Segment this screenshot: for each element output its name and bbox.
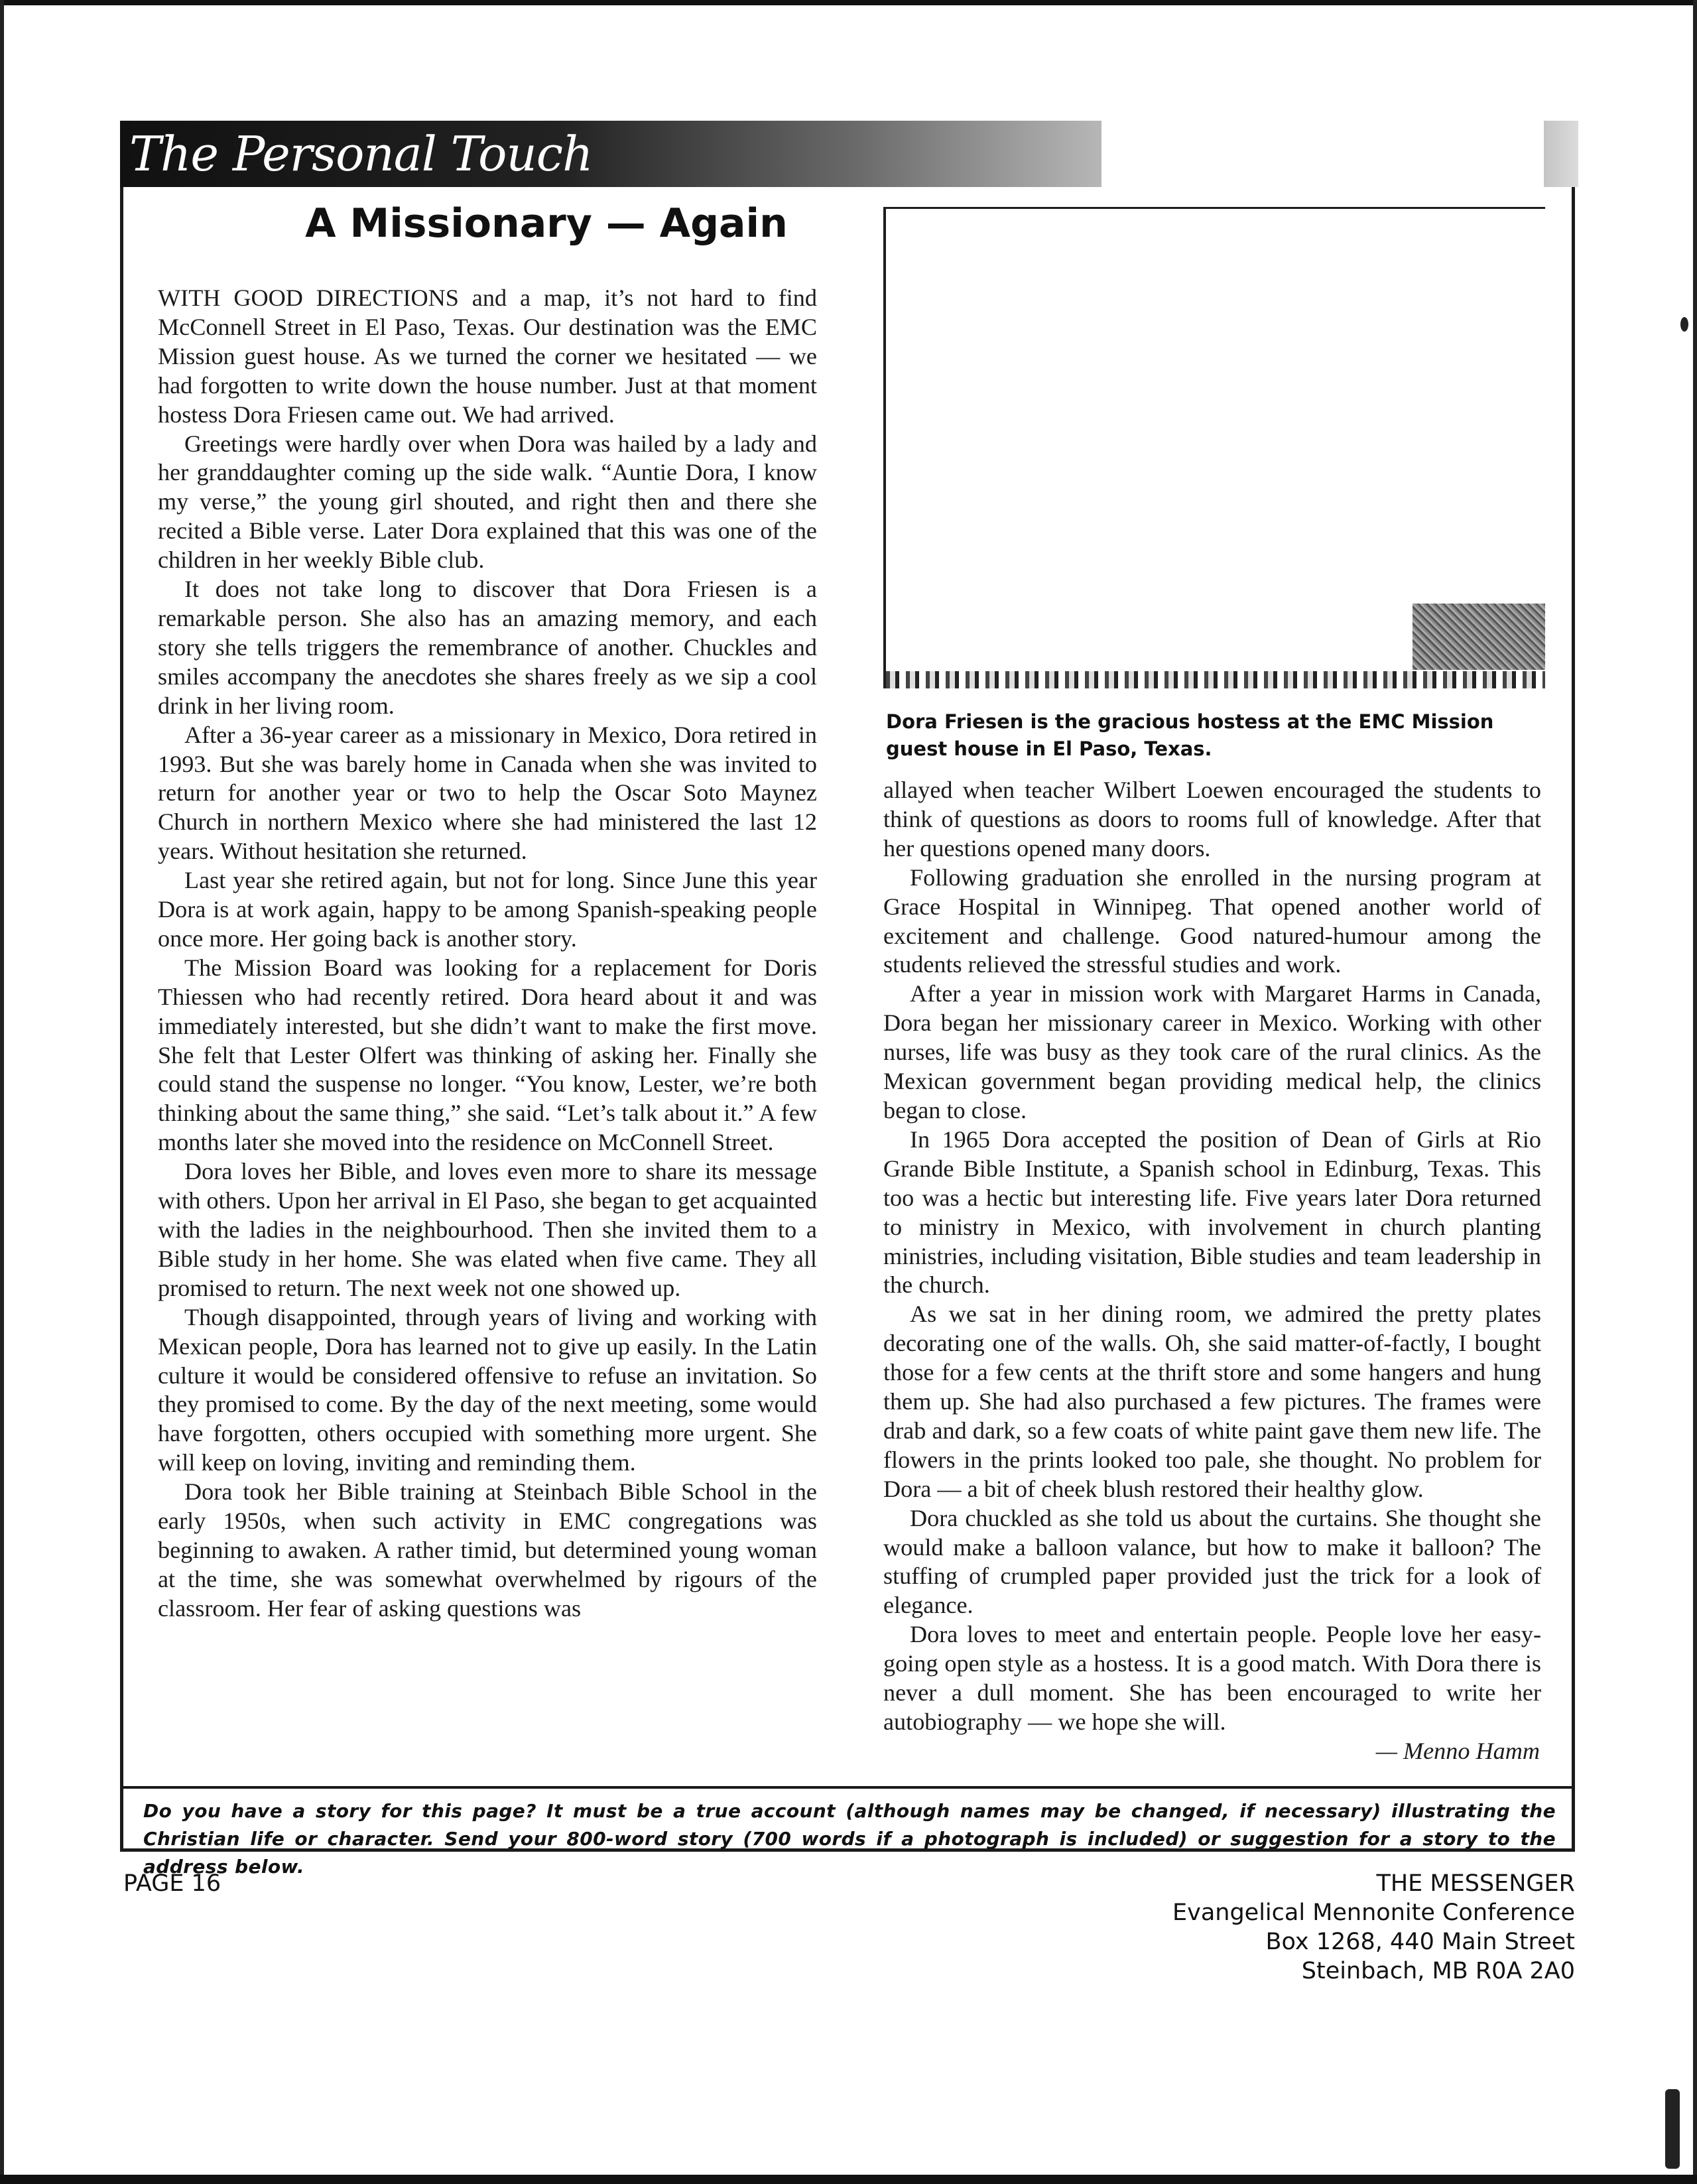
- publisher-address: [1172, 1869, 1575, 1986]
- article-column-left: [158, 284, 817, 1624]
- photo-caption: Dora Friesen is the gracious hostess at the EMC Mission guest house in El Paso, Texas.: [886, 710, 1494, 760]
- photo-bottom-strip: [886, 671, 1545, 688]
- section-title: The Personal Touch: [129, 126, 593, 182]
- organization-name: Evangelical Mennonite Conference: [1172, 1899, 1575, 1926]
- scan-speck: [1665, 2089, 1680, 2169]
- paragraph: In 1965 Dora accepted the position of Dean of Girls at Rio Grande Bible Institute, a Spanish school in Edinburg, Texas. This too was a hectic but interesting life. Five years later Dora returned to ministry in Mexico, with involvement in church planting ministries, including visitation, Bible studies and team leadership in the church.: [883, 1125, 1541, 1299]
- paragraph: Dora chuckled as she told us about the curtains. She thought she would make a balloon valance, but how to make it balloon? The stuffing of crumpled paper provided just the trick for a look of elegance.: [883, 1504, 1541, 1619]
- paragraph: After a 36-year career as a missionary in Mexico, Dora retired in 1993. But she was barely home in Canada when she was invited to return for another year or two to help the Oscar Soto Maynez Church in northern Mexico where she had ministered the last 12 years. Without hesitation she returned.: [158, 721, 817, 865]
- banner-fade-strip: [1544, 121, 1578, 187]
- page-number: PAGE 16: [123, 1870, 221, 1897]
- paragraph: The Mission Board was looking for a replacement for Doris Thiessen who had recently retired. Dora heard about it and was immediately interested, but she didn’t want to make the first move. She felt that Lester Olfert was thinking of asking her. Finally she could stand the suspense no longer. “You know, Lester, we’re both thinking about the same thing,” she said. “Let’s talk about it.” A few months later she moved into the residence on McConnell Street.: [158, 954, 817, 1156]
- paragraph: Greetings were hardly over when Dora was hailed by a lady and her granddaughter coming up the side walk. “Auntie Dora, I know my verse,” the young girl shouted, and right then and there she recited a Bible verse. Later Dora explained that this was one of the children in her weekly Bible club.: [158, 430, 817, 574]
- paragraph: It does not take long to discover that Dora Friesen is a remarkable person. She also has an amazing memory, and each story she tells triggers the remembrance of another. Chuckles and smiles accompany the anecdotes she shares freely as we sip a cool drink in her living room.: [158, 576, 817, 719]
- scan-border-top: [0, 0, 1697, 5]
- scan-border-left: [0, 0, 4, 2184]
- paragraph: allayed when teacher Wilbert Loewen encouraged the students to think of questions as doors to rooms full of knowledge. After that her questions opened many doors.: [883, 777, 1541, 862]
- scan-speck: [1680, 317, 1688, 332]
- paragraph: Dora loves to meet and entertain people. People love her easy-going open style as a hostess. It is a good match. With Dora there is never a dull moment. She has been encouraged to write her autobiography — we hope she will.: [883, 1621, 1541, 1735]
- submission-notice: Do you have a story for this page? It must be a true account (although names may be changed, if necessary) illustrating the Christian life or character. Send your 800-word story (700 words if a photograph is included) or suggestion for a story to the address below.: [143, 1800, 1556, 1878]
- paragraph: Though disappointed, through years of living and working with Mexican people, Dora has learned not to give up easily. In the Latin culture it would be considered offensive to refuse an invitation. So they promised to come. By the day of the next meeting, some would have forgotten, others occupied with something more urgent. She will keep on loving, inviting and reminding them.: [158, 1303, 817, 1476]
- photo-edge-gap: [1105, 207, 1545, 213]
- article-photo: [883, 207, 1545, 688]
- article-headline: A Missionary — Again: [305, 200, 788, 247]
- city-address: Steinbach, MB R0A 2A0: [1301, 1958, 1575, 1984]
- paragraph: WITH GOOD DIRECTIONS and a map, it’s not hard to find McConnell Street in El Paso, Texas. Our destination was the EMC Mission guest house. As we turned the corner we hesitated — we had forgotten to write down the house number. Just at that moment hostess Dora Friesen came out. We had arrived.: [158, 285, 817, 428]
- paragraph: Following graduation she enrolled in the nursing program at Grace Hospital in Winnipeg. That opened another world of excitement and challenge. Good natured-humour among the students relieved the stressful studies and work.: [883, 864, 1541, 978]
- paragraph: Dora took her Bible training at Steinbach Bible School in the early 1950s, when such activity in EMC congregations was beginning to awaken. A rather timid, but determined young woman at the time, she was somewhat overwhelmed by rigours of the classroom. Her fear of asking questions was: [158, 1478, 817, 1622]
- paragraph: As we sat in her dining room, we admired the pretty plates decorating one of the walls. Oh, she said matter-of-factly, I bought those for a few cents at the thrift store and some hangers and hung them up. She had also purchased a few pictures. The frames were drab and dark, so a few coats of white paint gave them new life. The flowers in the prints looked too pale, she thought. No problem for Dora — a bit of cheek blush restored their healthy glow.: [883, 1301, 1541, 1502]
- paragraph: Dora loves her Bible, and loves even more to share its message with others. Upon her arrival in El Paso, she began to get acquainted with the ladies in the neighbourhood. Then she invited them to a Bible study in her home. She was elated when five came. They all promised to return. The next week not one showed up.: [158, 1158, 817, 1301]
- publication-name: THE MESSENGER: [1376, 1870, 1575, 1897]
- scan-border-right: [1693, 0, 1697, 2184]
- article-column-right: [883, 776, 1541, 1766]
- street-address: Box 1268, 440 Main Street: [1265, 1929, 1575, 1955]
- scan-border-bottom: [0, 2175, 1697, 2184]
- photo-texture-corner: [1413, 604, 1545, 670]
- author-byline: — Menno Hamm: [1375, 1737, 1540, 1764]
- paragraph: After a year in mission work with Margaret Harms in Canada, Dora began her missionary career in Mexico. Working with other nurses, life was busy as they took care of the rural clinics. As the Mexican government began providing medical help, the clinics began to close.: [883, 980, 1541, 1124]
- paragraph: Last year she retired again, but not for long. Since June this year Dora is at work again, happy to be among Spanish-speaking people once more. Her going back is another story.: [158, 867, 817, 952]
- section-banner: [120, 121, 1101, 187]
- notice-divider: [120, 1786, 1575, 1789]
